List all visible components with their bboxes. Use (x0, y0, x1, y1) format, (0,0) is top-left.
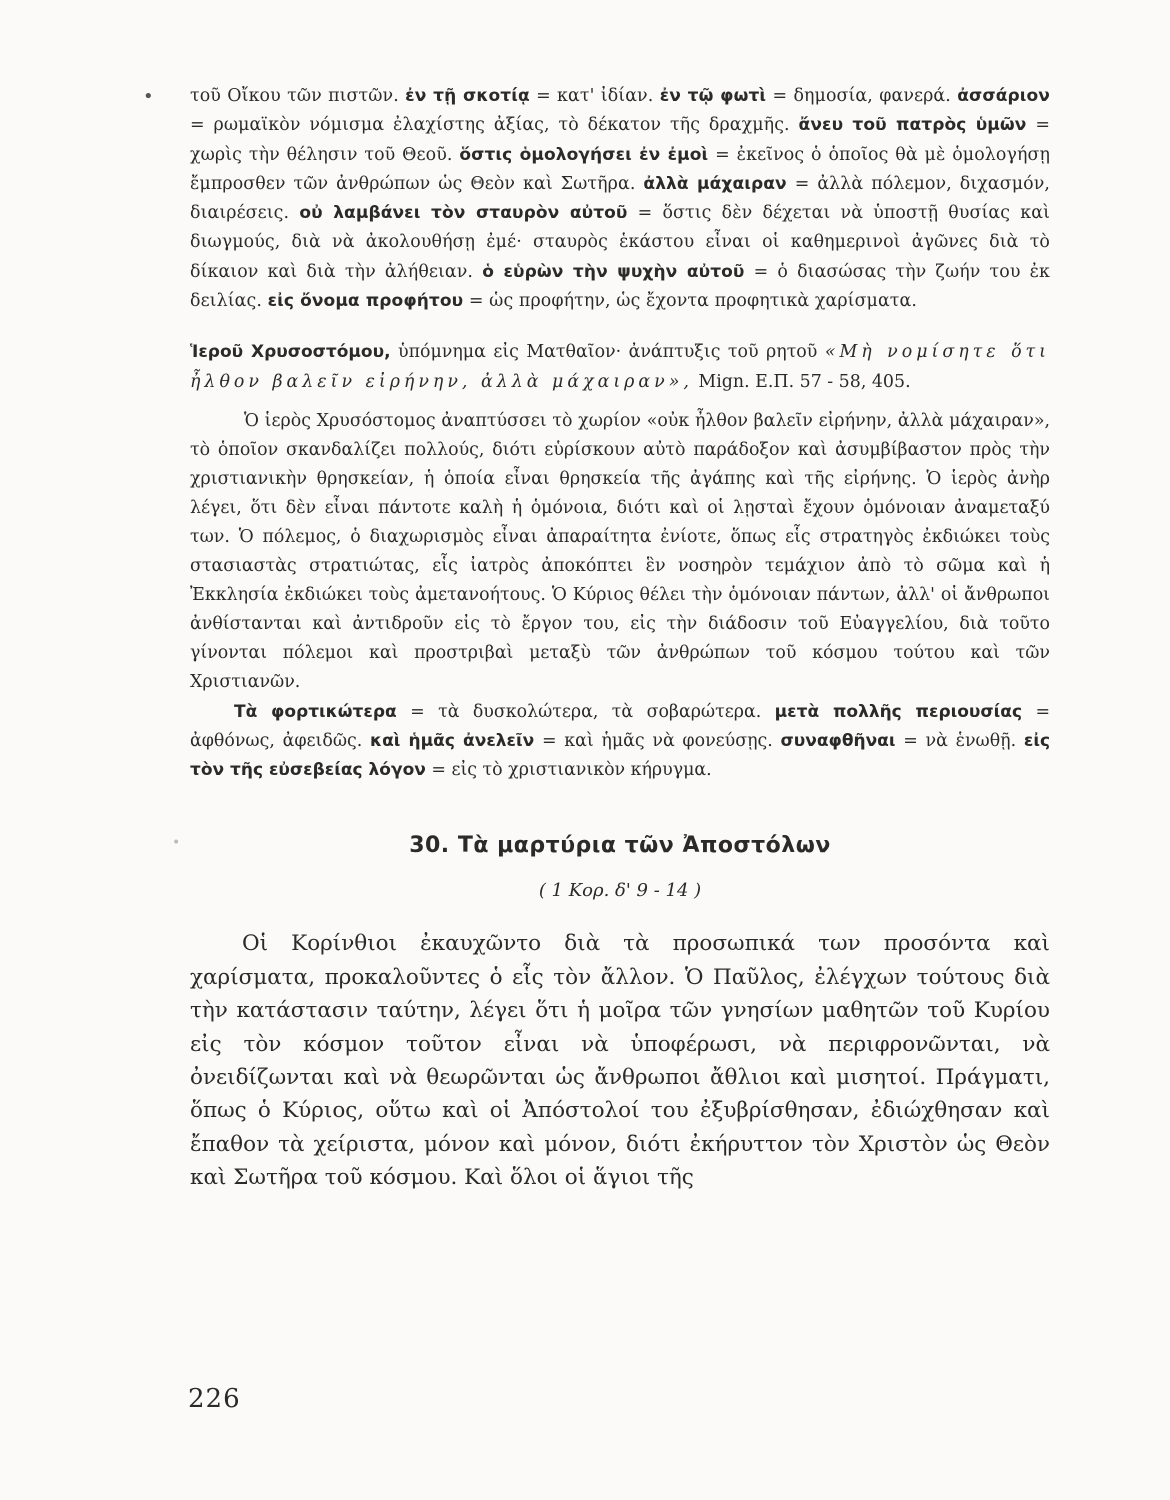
definition: = ἀλλὰ πόλεμον, διχασμόν, διαιρέσεις. (190, 173, 1050, 224)
quoted-passage: «Μὴ νομίσητε ὅτι ἦλθον βαλεῖν εἰρήνην, ἀλλὰ μάχαιραν», (190, 342, 1050, 392)
margin-dot: • (143, 86, 154, 107)
term: εἰς τὸν τῆς εὐσεβείας λόγον (190, 731, 1051, 781)
definition: = ρωμαϊκὸν νόμισμα ἐλαχίστης ἀξίας, τὸ δέκατον τῆς δραχμῆς. (190, 115, 790, 136)
definition: = νὰ ἑνωθῇ. (903, 731, 1017, 752)
definition: = χωρὶς τὴν θέλησιν τοῦ Θεοῦ. (190, 115, 1050, 165)
definition: = τὰ δυσκολώτερα, τὰ σοβαρώτερα. (410, 702, 762, 723)
term: ἐν τῷ φωτὶ (659, 86, 767, 106)
page-body (190, 82, 1050, 1195)
definition: = δημοσία, φανερά. (772, 86, 951, 106)
term: οὐ λαμβάνει τὸν σταυρὸν αὐτοῦ (299, 203, 628, 224)
definition: = κατ' ἰδίαν. (536, 86, 654, 106)
term: ὅστις ὁμολογήσει ἐν ἐμοὶ (459, 144, 709, 165)
term: ἀσσάριον (957, 86, 1050, 106)
definition: = ὅστις δὲν δέχεται νὰ ὑποστῇ θυσίας καὶ διωγμούς, διὰ νὰ ἀκολουθήσῃ ἐμέ· σταυρὸς ἑκάστου εἶναι οἱ καθημερινοὶ ἀγῶνες διὰ τὸ δίκαιον καὶ διὰ τὴν ἀλήθειαν. (190, 203, 1050, 282)
body-paragraph: Οἱ Κορίνθιοι ἐκαυχῶντο διὰ τὰ προσωπικά των προσόντα καὶ χαρίσματα, προκαλοῦντες ὁ εἷς τὸν ἄλλον. Ὁ Παῦλος, ἐλέγχων τούτους διὰ τὴν κατάστασιν ταύτην, λέγει ὅτι ἡ μοῖρα τῶν γνησίων μαθητῶν τοῦ Κυρίου εἰς τὸν κόσμον τοῦτον εἶναι νὰ ὑποφέρωσι, νὰ περιφρονῶνται, νὰ ὀνειδίζωνται καὶ νὰ θεωρῶνται ὡς ἄνθρωποι ἄθλιοι καὶ μισητοί. Πράγματι, ὅπως ὁ Κύριος, οὕτω καὶ οἱ Ἀπόστολοί του ἐξυβρίσθησαν, ἐδιώχθησαν καὶ ἔπαθον τὰ χείριστα, μόνον καὶ μόνον, διότι ἐκήρυττον τὸν Χριστὸν ὡς Θεὸν καὶ Σωτῆρα τοῦ κόσμου. Καὶ ὅλοι οἱ ἅγιοι τῆς (190, 931, 1050, 1191)
term: εἰς ὄνομα προφήτου (267, 291, 464, 312)
definition: = εἰς τὸ χριστιανικὸν κήρυγμα. (431, 760, 712, 781)
citation-reference: Mign. E.Π. 57 - 58, 405. (698, 371, 911, 392)
scripture-reference: ( 1 Κορ. δ' 9 - 14 ) (538, 880, 702, 902)
definition: = ὡς προφήτην, ὡς ἔχοντα προφητικὰ χαρίσματα. (468, 291, 917, 312)
definition: = ὁ διασώσας τὴν ζωήν του ἐκ δειλίας. (190, 261, 1050, 312)
author-name: Ἱεροῦ Χρυσοστόμου, (190, 342, 391, 363)
glossary-paragraph-2 (190, 698, 1050, 785)
citation-text: ὑπόμνημα εἰς Ματθαῖον· ἀνάπτυξις τοῦ ρητοῦ (398, 342, 818, 363)
term: μετὰ πολλῆς περιουσίας (774, 702, 1023, 723)
definition: = ἀφθόνως, ἀφειδῶς. (190, 702, 1051, 752)
commentary-paragraph: Ὁ ἱερὸς Χρυσόστομος ἀναπτύσσει τὸ χωρίον «οὐκ ἦλθον βαλεῖν εἰρήνην, ἀλλὰ μάχαιραν», τὸ ὁποῖον σκανδαλίζει πολλούς, διότι εὑρίσκουν αὐτὸ παράδοξον καὶ ἀσυμβίβαστον πρὸς τὴν χριστιανικὴν θρησκείαν, ἡ ὁποία εἶναι θρησκεία τῆς ἀγάπης καὶ τῆς εἰρήνης. Ὁ ἱερὸς ἀνὴρ λέγει, ὅτι δὲν εἶναι πάντοτε καλὴ ἡ ὁμόνοια, διότι καὶ οἱ λῃσταὶ ἔχουν ὁμόνοιαν ἀναμεταξύ των. Ὁ πόλεμος, ὁ διαχωρισμὸς εἶναι ἀπαραίτητα ἐνίοτε, ὅπως εἷς στρατηγὸς ἐκδιώκει τοὺς στασιαστὰς στρατιώτας, εἷς ἰατρὸς ἀποκόπτει ἓν νοσηρὸν τεμάχιον ἀπὸ τὸ σῶμα καὶ ἡ Ἐκκλησία ἐκδιώκει τοὺς ἀμετανοήτους. Ὁ Κύριος θέλει τὴν ὁμόνοιαν πάντων, ἀλλ' οἱ ἄνθρωποι ἀνθίστανται καὶ ἀντιδροῦν εἰς τὸ ἔργον του, εἰς τὴν διάδοσιν τοῦ Εὐαγγελίου, διὰ τοῦτο γίνονται πόλεμοι καὶ προστριβαὶ μεταξὺ τῶν ἀνθρώπων τοῦ κόσμου τούτου καὶ τῶν Χριστιανῶν. (190, 411, 1050, 692)
term: Τὰ φορτικώτερα (234, 702, 397, 723)
term: ἀλλὰ μάχαιραν (643, 173, 787, 194)
section-heading: 30. Τὰ μαρτύρια τῶν Ἀποστόλων (409, 833, 831, 859)
source-citation (190, 338, 1050, 397)
margin-mark: • (172, 835, 181, 851)
glossary-paragraph-1 (190, 82, 1050, 316)
term: ἄνευ τοῦ πατρὸς ὑμῶν (798, 115, 1027, 136)
definition: = ἐκεῖνος ὁ ὁποῖος θὰ μὲ ὁμολογήσῃ ἔμπροσθεν τῶν ἀνθρώπων ὡς Θεὸν καὶ Σωτῆρα. (190, 144, 1050, 194)
definition: = καὶ ἡμᾶς νὰ φονεύσῃς. (541, 731, 773, 752)
text: τοῦ Οἴκου τῶν πιστῶν. (190, 86, 399, 106)
term: ὁ εὑρὼν τὴν ψυχὴν αὐτοῦ (482, 261, 745, 282)
term: καὶ ἡμᾶς ἀνελεῖν (370, 731, 535, 752)
page-number: 226 (188, 1384, 241, 1414)
term: ἐν τῇ σκοτίᾳ (405, 86, 530, 106)
term: συναφθῆναι (780, 731, 896, 752)
